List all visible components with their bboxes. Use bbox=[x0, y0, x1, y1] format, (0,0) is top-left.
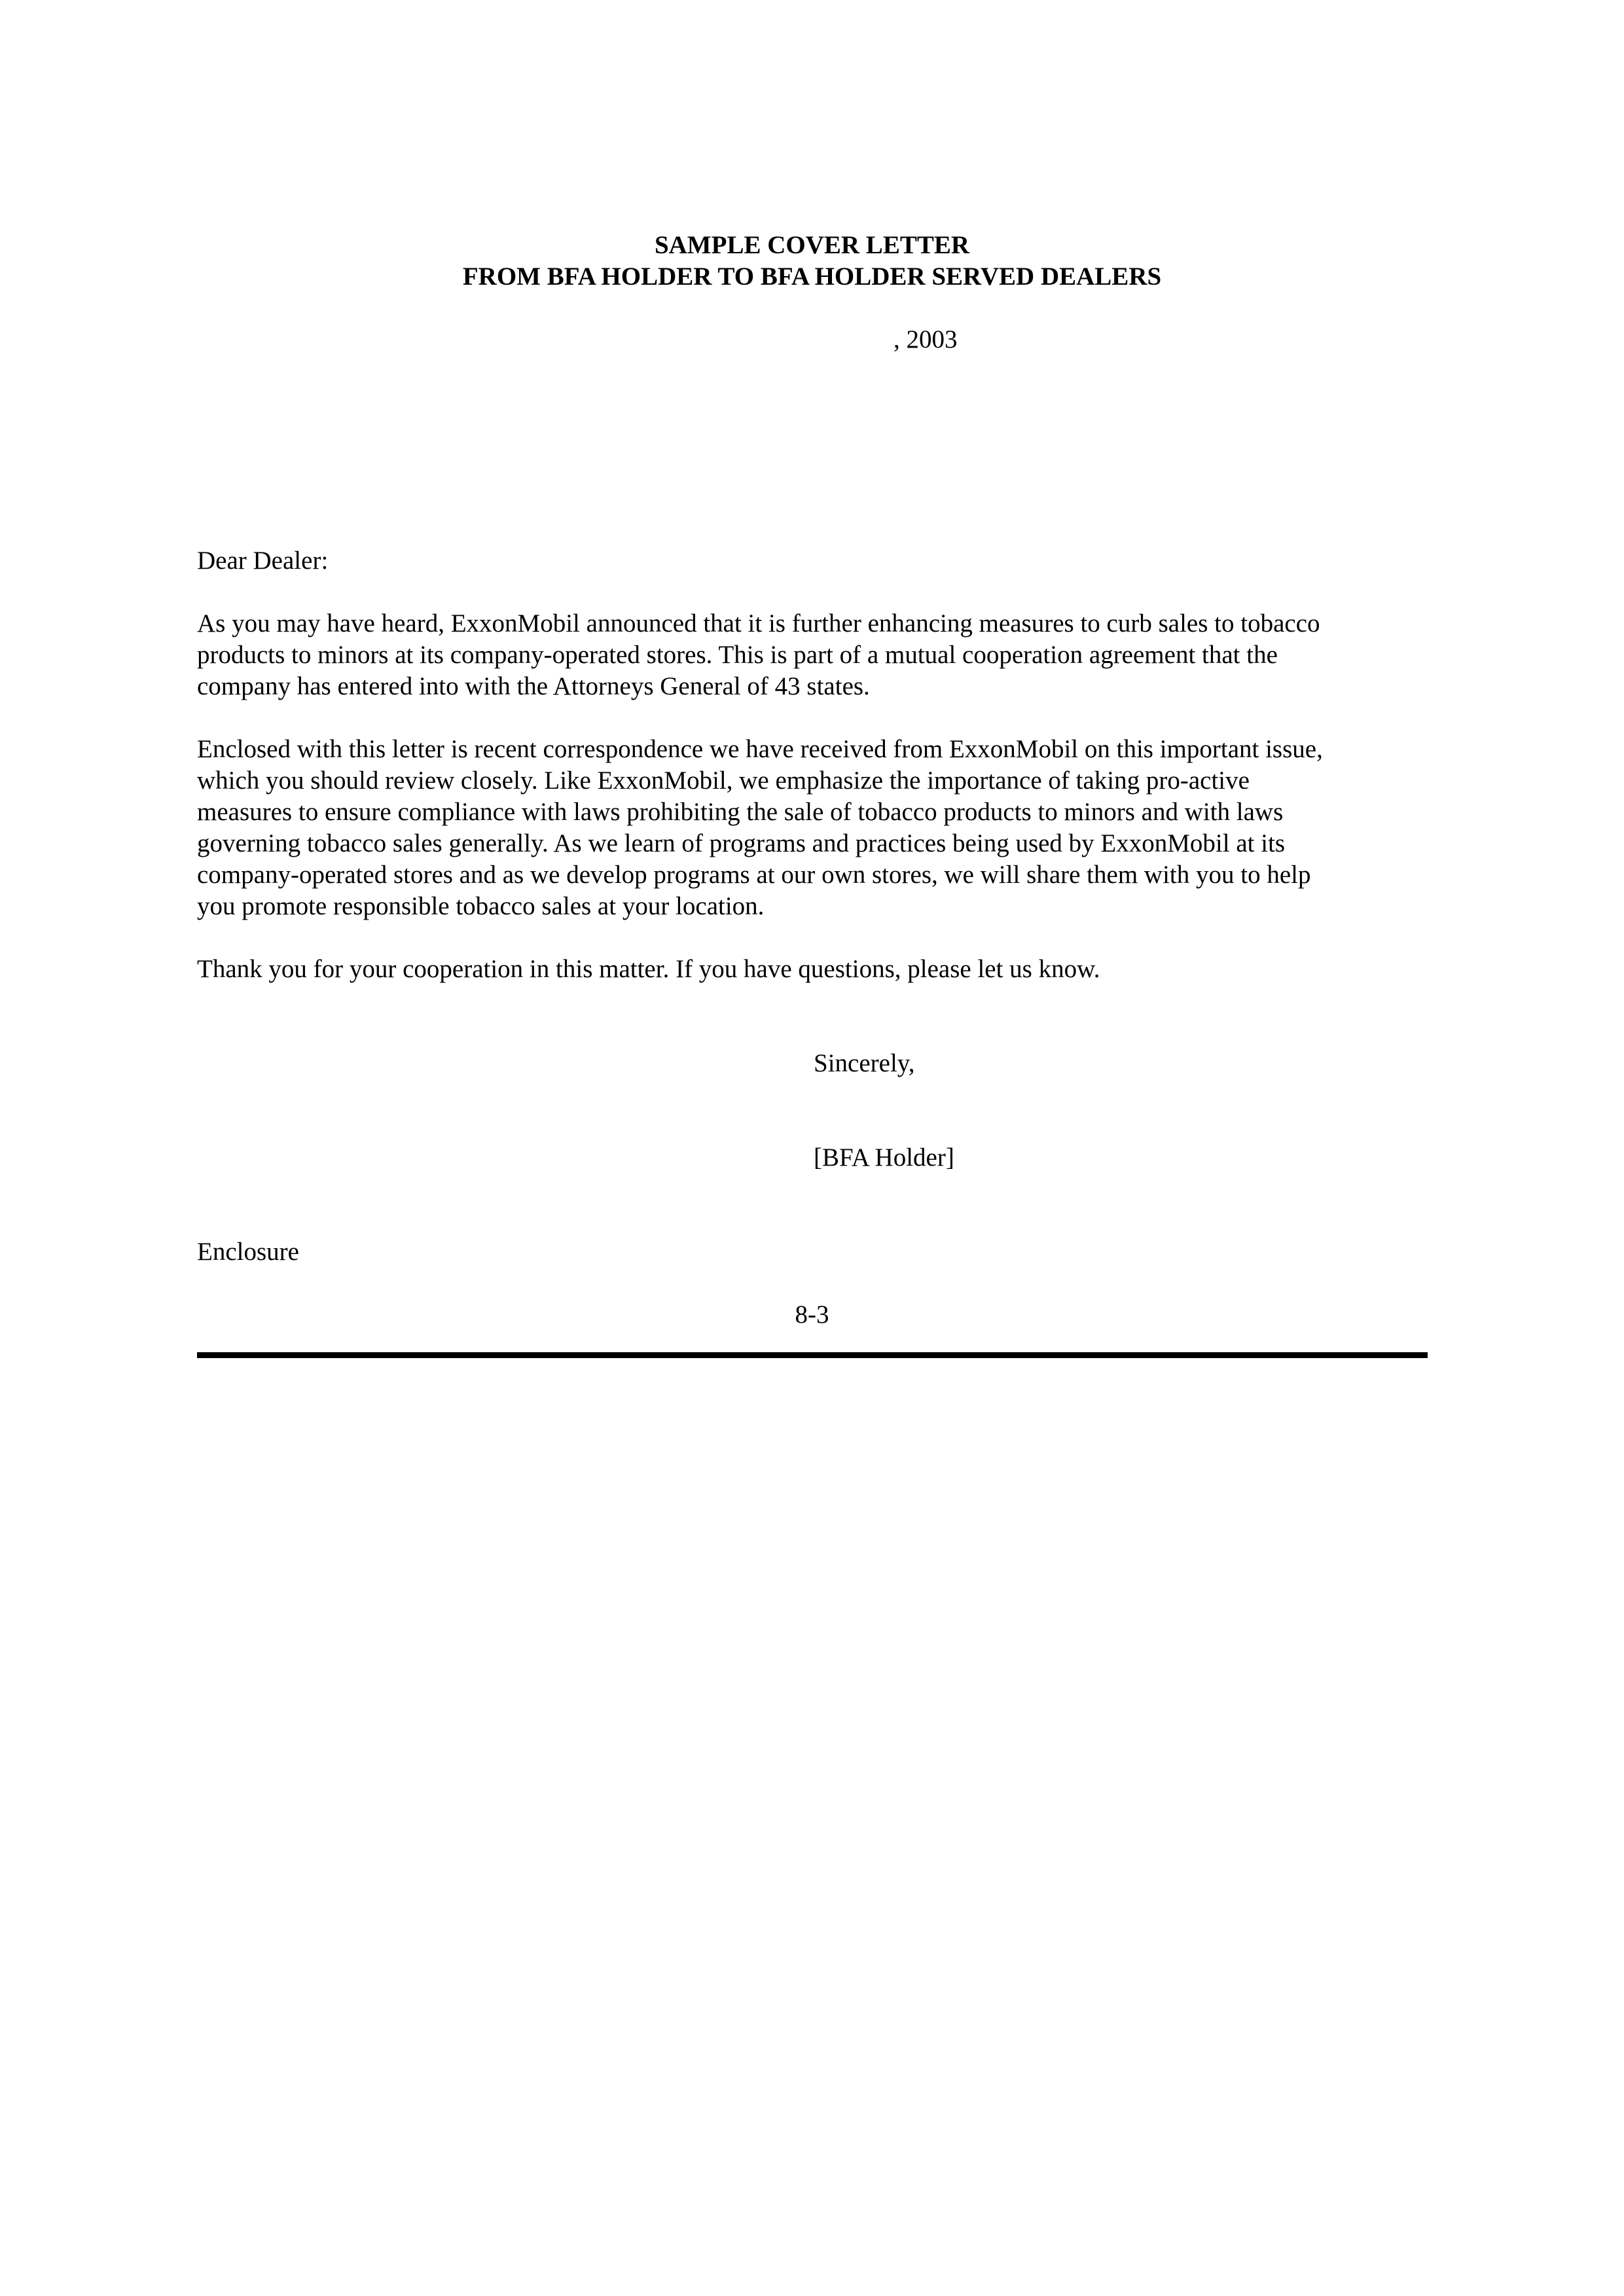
paragraph-line: products to minors at its company-operated stores. This is part of a mutual cooperation agreement that the bbox=[197, 641, 1278, 669]
footer-rule bbox=[197, 1352, 1428, 1358]
paragraph-line: measures to ensure compliance with laws prohibiting the sale of tobacco products to minors and with laws bbox=[197, 798, 1284, 826]
enclosure-note: Enclosure bbox=[197, 1238, 299, 1266]
date-line: , 2003 bbox=[893, 325, 958, 353]
letter-title-line-1: SAMPLE COVER LETTER bbox=[654, 231, 970, 259]
salutation: Dear Dealer: bbox=[197, 547, 329, 575]
letter-title-line-2: FROM BFA HOLDER TO BFA HOLDER SERVED DEALERS bbox=[462, 262, 1162, 291]
closing: Sincerely, bbox=[814, 1049, 915, 1077]
paragraph-line: governing tobacco sales generally. As we learn of programs and practices being used by ExxonMobil at its bbox=[197, 829, 1286, 857]
body-paragraph-3 bbox=[197, 954, 1441, 985]
paragraph-line: As you may have heard, ExxonMobil announced that it is further enhancing measures to curb sales to tobacco bbox=[197, 609, 1320, 637]
paragraph-line: Thank you for your cooperation in this matter. If you have questions, please let us know. bbox=[197, 955, 1100, 983]
body-paragraph-2 bbox=[197, 734, 1441, 922]
paragraph-line: you promote responsible tobacco sales at your location. bbox=[197, 892, 765, 920]
signature-placeholder: [BFA Holder] bbox=[814, 1143, 954, 1172]
page-number: 8-3 bbox=[795, 1300, 829, 1329]
paragraph-line: Enclosed with this letter is recent correspondence we have received from ExxonMobil on this important issue, bbox=[197, 735, 1323, 763]
paragraph-line: company has entered into with the Attorneys General of 43 states. bbox=[197, 672, 870, 700]
paragraph-line: company-operated stores and as we develop programs at our own stores, we will share them with you to help bbox=[197, 861, 1311, 889]
body-paragraph-1 bbox=[197, 608, 1441, 702]
paragraph-line: which you should review closely. Like ExxonMobil, we emphasize the importance of taking pro-active bbox=[197, 766, 1250, 795]
